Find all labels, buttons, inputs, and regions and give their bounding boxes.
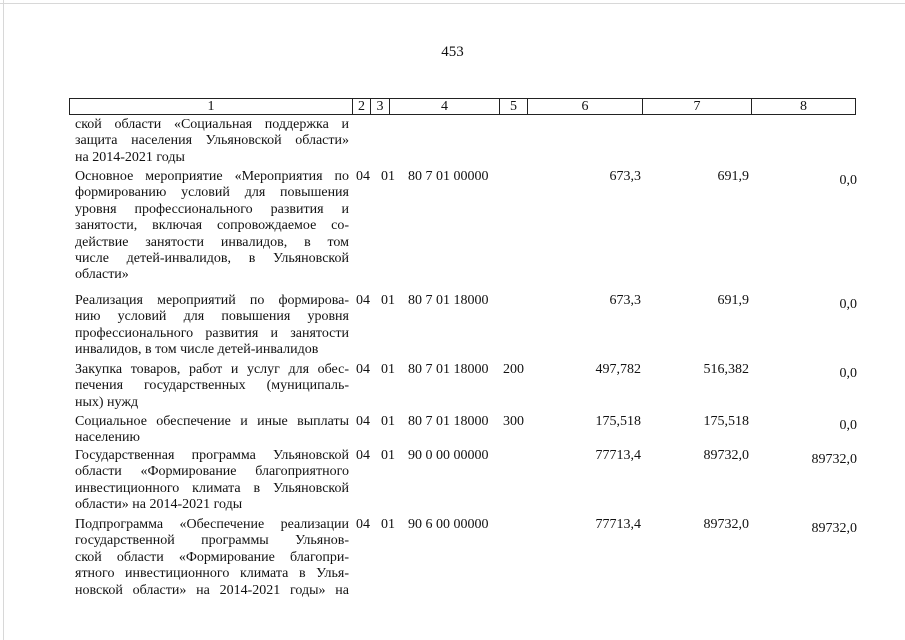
amount-col-6: 77713,4 [595,448,641,463]
header-cell-1: 1 [69,98,353,115]
description-line: числе детей-инвалидов, в Ульяновской [75,251,349,267]
subsection-code: 01 [381,414,395,429]
target-article-code: 80 7 01 00000 [408,169,489,184]
description-line: нию условий для повышения уровня [75,309,349,325]
section-code: 04 [356,169,370,184]
amount-col-7: 691,9 [717,293,749,308]
amount-col-6: 673,3 [609,293,641,308]
description-line: области» [75,267,129,283]
row-description [75,169,349,284]
row-description [75,448,349,514]
description-line: Социальное обеспечение и иные выплаты [75,414,349,429]
expense-type-code: 300 [503,414,524,429]
target-article-code: 90 0 00 00000 [408,448,489,463]
amount-col-7: 89732,0 [703,448,749,463]
description-line: профессионального развития и занятости [75,325,349,341]
subsection-code: 01 [381,362,395,377]
description-line: занятости, включая сопровождаемое со- [75,218,349,234]
description-line: населению [75,430,140,446]
amount-col-8: 89732,0 [811,452,857,467]
description-line: инвалидов, в том числе детей-инвалидов [75,342,319,358]
section-code: 04 [356,362,370,377]
amount-col-8: 0,0 [839,297,857,312]
amount-col-8: 0,0 [839,418,857,433]
header-cell-4: 4 [389,98,500,115]
target-article-code: 80 7 01 18000 [408,362,489,377]
description-line: Реализация мероприятий по формирова- [75,293,349,308]
header-cell-6: 6 [527,98,643,115]
description-line: формированию условий для повышения [75,185,349,201]
subsection-code: 01 [381,293,395,308]
description-line: новской области» на 2014-2021 годы» на [75,582,349,598]
row-description [75,362,349,411]
header-cell-3: 3 [370,98,390,115]
description-line: Основное мероприятие «Мероприятия по [75,169,349,184]
amount-col-7: 175,518 [703,414,749,429]
page-number: 453 [441,44,464,60]
target-article-code: 90 6 00 00000 [408,517,489,532]
row-description [75,117,349,166]
amount-col-8: 89732,0 [811,521,857,536]
description-line: Государственная программа Ульяновской [75,448,349,463]
description-line: ской области «Социальная поддержка и [75,117,349,132]
amount-col-6: 497,782 [595,362,641,377]
description-line: на 2014-2021 годы [75,149,185,165]
amount-col-7: 89732,0 [703,517,749,532]
description-line: области «Формирование благоприятного [75,464,349,480]
subsection-code: 01 [381,448,395,463]
description-line: Закупка товаров, работ и услуг для обес- [75,362,349,377]
header-cell-2: 2 [352,98,371,115]
description-line: области» на 2014-2021 годы [75,497,243,513]
description-line: ской области «Формирование благопри- [75,549,349,565]
expense-type-code: 200 [503,362,524,377]
table-header [69,98,856,115]
description-line: инвестиционного климата в Ульяновской [75,480,349,496]
amount-col-8: 0,0 [839,173,857,188]
row-description [75,293,349,359]
subsection-code: 01 [381,517,395,532]
description-line: защита населения Ульяновской области» [75,133,349,149]
amount-col-7: 691,9 [717,169,749,184]
scan-edge-top [0,3,905,4]
header-cell-5: 5 [499,98,528,115]
row-description [75,517,349,599]
amount-col-6: 673,3 [609,169,641,184]
subsection-code: 01 [381,169,395,184]
target-article-code: 80 7 01 18000 [408,414,489,429]
section-code: 04 [356,293,370,308]
description-line: действие занятости инвалидов, в том [75,234,349,250]
target-article-code: 80 7 01 18000 [408,293,489,308]
header-cell-7: 7 [642,98,752,115]
section-code: 04 [356,517,370,532]
header-cell-8: 8 [751,98,856,115]
amount-col-6: 77713,4 [595,517,641,532]
row-description [75,414,349,447]
amount-col-6: 175,518 [595,414,641,429]
description-line: Подпрограмма «Обеспечение реализации [75,517,349,532]
amount-col-8: 0,0 [839,366,857,381]
description-line: государственной программы Ульянов- [75,533,349,549]
description-line: ных) нужд [75,394,139,410]
scan-edge-left [3,0,4,640]
amount-col-7: 516,382 [703,362,749,377]
description-line: уровня профессионального развития и [75,201,349,217]
section-code: 04 [356,414,370,429]
section-code: 04 [356,448,370,463]
description-line: ятного инвестиционного климата в Улья- [75,566,349,582]
description-line: печения государственных (муниципаль- [75,378,349,394]
